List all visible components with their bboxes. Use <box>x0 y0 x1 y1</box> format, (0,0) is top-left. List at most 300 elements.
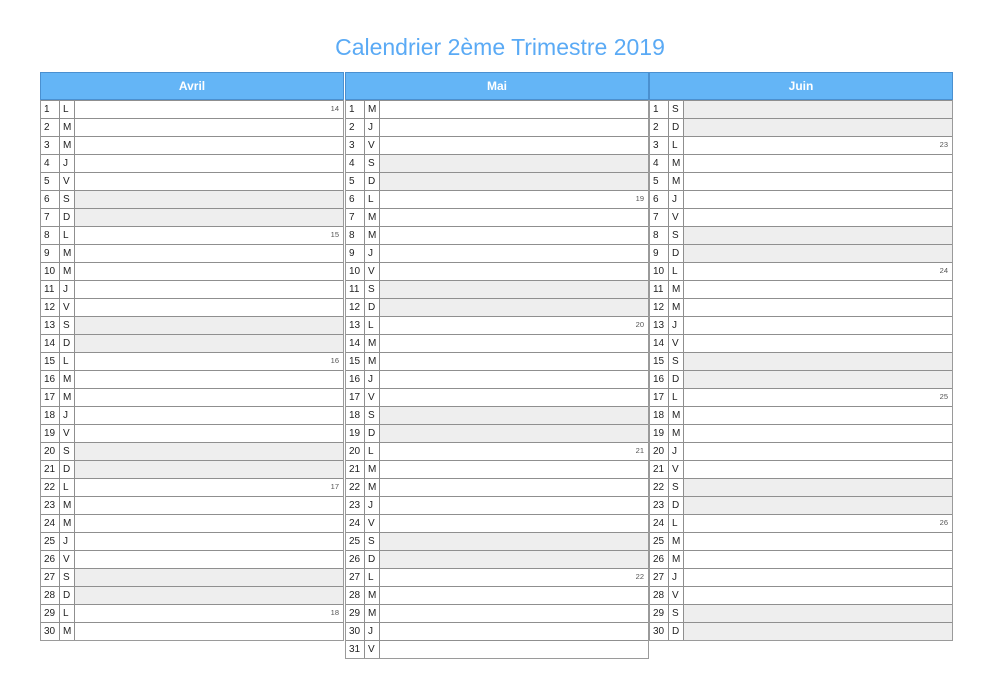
day-letter: D <box>60 209 75 226</box>
day-notes-cell[interactable] <box>380 173 648 190</box>
day-number: 13 <box>41 317 60 334</box>
day-notes-cell[interactable] <box>75 371 343 388</box>
week-number: 19 <box>635 194 644 203</box>
day-notes-cell[interactable] <box>684 227 952 244</box>
day-notes-cell[interactable] <box>684 605 952 622</box>
day-notes-cell[interactable] <box>75 299 343 316</box>
day-notes-cell[interactable] <box>684 551 952 568</box>
day-notes-cell[interactable] <box>684 389 952 406</box>
day-number: 11 <box>41 281 60 298</box>
day-row <box>346 586 648 604</box>
day-notes-cell[interactable] <box>380 353 648 370</box>
day-letter: M <box>365 605 380 622</box>
day-number: 12 <box>41 299 60 316</box>
day-notes-cell[interactable] <box>684 479 952 496</box>
day-number: 9 <box>41 245 60 262</box>
day-letter: L <box>365 569 380 586</box>
day-row <box>41 190 343 208</box>
day-row <box>41 370 343 388</box>
day-letter: M <box>365 209 380 226</box>
day-row <box>346 280 648 298</box>
day-number: 6 <box>650 191 669 208</box>
day-row <box>41 604 343 622</box>
day-notes-cell[interactable] <box>684 335 952 352</box>
day-notes-cell[interactable] <box>75 605 343 622</box>
day-letter: S <box>365 533 380 550</box>
day-letter: J <box>60 155 75 172</box>
day-notes-cell[interactable] <box>380 641 648 658</box>
day-letter: M <box>669 407 684 424</box>
day-number: 18 <box>346 407 365 424</box>
week-number: 16 <box>330 356 339 365</box>
day-notes-cell[interactable] <box>75 317 343 334</box>
day-notes-cell[interactable] <box>75 173 343 190</box>
day-letter: V <box>669 461 684 478</box>
day-notes-cell[interactable] <box>75 137 343 154</box>
day-notes-cell[interactable] <box>75 119 343 136</box>
day-notes-cell[interactable] <box>380 371 648 388</box>
month-mai <box>345 72 649 659</box>
day-number: 7 <box>650 209 669 226</box>
day-letter: V <box>60 551 75 568</box>
day-row <box>650 352 952 370</box>
day-letter: D <box>669 119 684 136</box>
day-notes-cell[interactable] <box>684 281 952 298</box>
day-row <box>650 334 952 352</box>
day-row <box>41 298 343 316</box>
day-number: 8 <box>650 227 669 244</box>
day-notes-cell[interactable] <box>380 479 648 496</box>
day-number: 26 <box>650 551 669 568</box>
day-notes-cell[interactable] <box>75 191 343 208</box>
day-number: 16 <box>41 371 60 388</box>
month-header: Mai <box>345 72 649 100</box>
day-row <box>41 622 343 640</box>
day-notes-cell[interactable] <box>380 209 648 226</box>
day-letter: S <box>60 443 75 460</box>
day-number: 11 <box>346 281 365 298</box>
day-letter: D <box>669 245 684 262</box>
day-notes-cell[interactable] <box>380 137 648 154</box>
day-letter: S <box>365 407 380 424</box>
day-row <box>41 136 343 154</box>
day-number: 23 <box>346 497 365 514</box>
day-number: 11 <box>650 281 669 298</box>
day-row <box>41 388 343 406</box>
day-notes-cell[interactable] <box>75 461 343 478</box>
day-notes-cell[interactable] <box>75 155 343 172</box>
day-row <box>346 154 648 172</box>
day-notes-cell[interactable] <box>75 353 343 370</box>
day-notes-cell[interactable] <box>684 209 952 226</box>
day-notes-cell[interactable] <box>75 569 343 586</box>
day-notes-cell[interactable] <box>75 443 343 460</box>
day-letter: S <box>60 191 75 208</box>
day-notes-cell[interactable] <box>684 623 952 640</box>
day-row <box>346 334 648 352</box>
day-number: 3 <box>650 137 669 154</box>
day-notes-cell[interactable] <box>380 443 648 460</box>
day-notes-cell[interactable] <box>75 407 343 424</box>
month-avril <box>40 72 344 641</box>
day-letter: J <box>365 497 380 514</box>
day-letter: D <box>60 335 75 352</box>
day-number: 17 <box>650 389 669 406</box>
day-row <box>346 460 648 478</box>
day-notes-cell[interactable] <box>684 245 952 262</box>
day-notes-cell[interactable] <box>75 533 343 550</box>
day-number: 17 <box>41 389 60 406</box>
day-letter: M <box>60 515 75 532</box>
month-header: Juin <box>649 72 953 100</box>
day-number: 7 <box>41 209 60 226</box>
day-row <box>650 136 952 154</box>
day-number: 17 <box>346 389 365 406</box>
day-notes-cell[interactable] <box>684 173 952 190</box>
day-number: 4 <box>346 155 365 172</box>
day-row <box>650 532 952 550</box>
day-row <box>41 316 343 334</box>
day-number: 22 <box>346 479 365 496</box>
day-number: 8 <box>346 227 365 244</box>
day-row <box>41 262 343 280</box>
day-notes-cell[interactable] <box>684 407 952 424</box>
week-number: 24 <box>939 266 948 275</box>
day-number: 15 <box>650 353 669 370</box>
day-number: 27 <box>650 569 669 586</box>
week-number: 15 <box>330 230 339 239</box>
day-row <box>346 208 648 226</box>
day-number: 19 <box>346 425 365 442</box>
day-notes-cell[interactable] <box>684 587 952 604</box>
day-number: 29 <box>346 605 365 622</box>
day-number: 24 <box>41 515 60 532</box>
day-notes-cell[interactable] <box>75 623 343 640</box>
day-letter: V <box>669 209 684 226</box>
day-letter: V <box>365 137 380 154</box>
day-notes-cell[interactable] <box>380 281 648 298</box>
day-row <box>346 604 648 622</box>
day-number: 22 <box>41 479 60 496</box>
day-notes-cell[interactable] <box>380 191 648 208</box>
day-number: 28 <box>41 587 60 604</box>
day-row <box>650 388 952 406</box>
day-row <box>41 226 343 244</box>
day-number: 26 <box>41 551 60 568</box>
day-row <box>650 460 952 478</box>
day-notes-cell[interactable] <box>684 443 952 460</box>
day-notes-cell[interactable] <box>75 551 343 568</box>
day-number: 29 <box>41 605 60 622</box>
day-letter: V <box>365 641 380 658</box>
day-notes-cell[interactable] <box>380 425 648 442</box>
day-number: 18 <box>41 407 60 424</box>
day-notes-cell[interactable] <box>380 155 648 172</box>
day-row <box>346 406 648 424</box>
day-row <box>650 514 952 532</box>
day-row <box>346 100 648 118</box>
day-notes-cell[interactable] <box>380 299 648 316</box>
day-letter: M <box>365 101 380 118</box>
day-letter: S <box>669 479 684 496</box>
day-notes-cell[interactable] <box>75 227 343 244</box>
day-row <box>650 424 952 442</box>
day-notes-cell[interactable] <box>380 263 648 280</box>
day-notes-cell[interactable] <box>380 623 648 640</box>
day-letter: M <box>60 263 75 280</box>
day-row <box>41 550 343 568</box>
day-number: 20 <box>346 443 365 460</box>
day-number: 23 <box>41 497 60 514</box>
day-row <box>346 136 648 154</box>
day-letter: J <box>365 371 380 388</box>
day-number: 21 <box>41 461 60 478</box>
day-letter: J <box>60 281 75 298</box>
day-number: 25 <box>346 533 365 550</box>
day-letter: L <box>60 101 75 118</box>
day-letter: M <box>365 587 380 604</box>
day-notes-cell[interactable] <box>684 191 952 208</box>
day-letter: J <box>60 533 75 550</box>
day-row <box>41 100 343 118</box>
day-number: 16 <box>650 371 669 388</box>
day-row <box>41 334 343 352</box>
day-letter: V <box>60 299 75 316</box>
week-number: 17 <box>330 482 339 491</box>
day-notes-cell[interactable] <box>380 227 648 244</box>
day-number: 27 <box>346 569 365 586</box>
week-number: 26 <box>939 518 948 527</box>
day-notes-cell[interactable] <box>75 335 343 352</box>
day-number: 5 <box>346 173 365 190</box>
day-letter: V <box>365 389 380 406</box>
day-row <box>346 262 648 280</box>
day-row <box>41 172 343 190</box>
day-row <box>346 640 648 658</box>
day-notes-cell[interactable] <box>380 335 648 352</box>
day-letter: J <box>669 317 684 334</box>
day-notes-cell[interactable] <box>75 497 343 514</box>
day-row <box>650 298 952 316</box>
day-notes-cell[interactable] <box>684 461 952 478</box>
day-notes-cell[interactable] <box>75 587 343 604</box>
day-notes-cell[interactable] <box>380 119 648 136</box>
day-number: 13 <box>650 317 669 334</box>
day-row <box>41 280 343 298</box>
day-row <box>650 172 952 190</box>
day-letter: V <box>669 335 684 352</box>
day-letter: M <box>669 551 684 568</box>
day-row <box>346 514 648 532</box>
day-notes-cell[interactable] <box>380 551 648 568</box>
day-row <box>41 496 343 514</box>
day-number: 1 <box>41 101 60 118</box>
day-letter: S <box>60 569 75 586</box>
day-letter: J <box>365 623 380 640</box>
day-number: 9 <box>346 245 365 262</box>
day-notes-cell[interactable] <box>75 515 343 532</box>
day-letter: S <box>365 281 380 298</box>
day-notes-cell[interactable] <box>684 317 952 334</box>
day-notes-cell[interactable] <box>684 137 952 154</box>
day-notes-cell[interactable] <box>380 515 648 532</box>
day-notes-cell[interactable] <box>684 155 952 172</box>
day-letter: S <box>669 227 684 244</box>
day-number: 5 <box>41 173 60 190</box>
day-row <box>346 352 648 370</box>
day-row <box>41 442 343 460</box>
day-number: 30 <box>650 623 669 640</box>
week-number: 21 <box>635 446 644 455</box>
day-notes-cell[interactable] <box>75 389 343 406</box>
day-notes-cell[interactable] <box>380 245 648 262</box>
day-letter: L <box>669 137 684 154</box>
day-row <box>346 316 648 334</box>
day-letter: M <box>669 425 684 442</box>
day-notes-cell[interactable] <box>684 263 952 280</box>
day-row <box>41 424 343 442</box>
day-number: 25 <box>650 533 669 550</box>
day-letter: V <box>60 173 75 190</box>
day-notes-cell[interactable] <box>75 479 343 496</box>
day-notes-cell[interactable] <box>380 587 648 604</box>
day-number: 22 <box>650 479 669 496</box>
day-notes-cell[interactable] <box>684 101 952 118</box>
day-notes-cell[interactable] <box>75 263 343 280</box>
day-number: 20 <box>650 443 669 460</box>
day-row <box>346 172 648 190</box>
day-row <box>41 208 343 226</box>
day-letter: M <box>60 623 75 640</box>
day-notes-cell[interactable] <box>684 515 952 532</box>
day-row <box>41 460 343 478</box>
day-notes-cell[interactable] <box>380 533 648 550</box>
day-row <box>41 514 343 532</box>
day-row <box>650 208 952 226</box>
day-row <box>346 118 648 136</box>
day-letter: D <box>365 299 380 316</box>
day-number: 1 <box>650 101 669 118</box>
day-row <box>346 550 648 568</box>
day-letter: L <box>669 515 684 532</box>
day-row <box>41 478 343 496</box>
day-number: 27 <box>41 569 60 586</box>
day-number: 26 <box>346 551 365 568</box>
day-number: 12 <box>650 299 669 316</box>
day-notes-cell[interactable] <box>684 533 952 550</box>
day-notes-cell[interactable] <box>75 425 343 442</box>
day-number: 30 <box>41 623 60 640</box>
day-row <box>650 118 952 136</box>
day-number: 6 <box>41 191 60 208</box>
day-notes-cell[interactable] <box>380 569 648 586</box>
day-notes-cell[interactable] <box>380 101 648 118</box>
day-number: 14 <box>650 335 669 352</box>
day-number: 31 <box>346 641 365 658</box>
week-number: 22 <box>635 572 644 581</box>
day-number: 15 <box>41 353 60 370</box>
day-notes-cell[interactable] <box>684 371 952 388</box>
day-notes-cell[interactable] <box>684 119 952 136</box>
day-notes-cell[interactable] <box>380 317 648 334</box>
day-letter: D <box>365 173 380 190</box>
day-notes-cell[interactable] <box>380 461 648 478</box>
day-number: 15 <box>346 353 365 370</box>
day-letter: M <box>60 245 75 262</box>
day-letter: L <box>60 605 75 622</box>
day-number: 28 <box>650 587 669 604</box>
day-letter: J <box>669 443 684 460</box>
day-notes-cell[interactable] <box>380 605 648 622</box>
month-header: Avril <box>40 72 344 100</box>
day-number: 4 <box>650 155 669 172</box>
day-notes-cell[interactable] <box>684 353 952 370</box>
day-row <box>41 532 343 550</box>
day-number: 18 <box>650 407 669 424</box>
day-letter: J <box>365 119 380 136</box>
day-notes-cell[interactable] <box>684 299 952 316</box>
day-notes-cell[interactable] <box>75 245 343 262</box>
day-letter: S <box>669 101 684 118</box>
day-letter: V <box>365 515 380 532</box>
day-number: 24 <box>650 515 669 532</box>
day-number: 16 <box>346 371 365 388</box>
day-row <box>346 370 648 388</box>
day-number: 19 <box>41 425 60 442</box>
day-letter: D <box>60 461 75 478</box>
day-letter: J <box>669 191 684 208</box>
day-letter: S <box>60 317 75 334</box>
day-notes-cell[interactable] <box>380 497 648 514</box>
day-letter: S <box>669 605 684 622</box>
day-number: 10 <box>650 263 669 280</box>
day-row <box>41 118 343 136</box>
day-notes-cell[interactable] <box>380 407 648 424</box>
day-notes-cell[interactable] <box>684 425 952 442</box>
day-row <box>346 190 648 208</box>
day-letter: M <box>60 119 75 136</box>
day-row <box>650 406 952 424</box>
day-letter: V <box>60 425 75 442</box>
day-number: 30 <box>346 623 365 640</box>
day-row <box>650 442 952 460</box>
day-row <box>346 622 648 640</box>
day-letter: S <box>669 353 684 370</box>
day-letter: M <box>60 497 75 514</box>
day-notes-cell[interactable] <box>75 209 343 226</box>
day-notes-cell[interactable] <box>684 569 952 586</box>
day-number: 6 <box>346 191 365 208</box>
day-letter: V <box>669 587 684 604</box>
day-number: 10 <box>41 263 60 280</box>
day-row <box>650 280 952 298</box>
day-letter: L <box>669 389 684 406</box>
day-notes-cell[interactable] <box>75 101 343 118</box>
day-letter: M <box>669 281 684 298</box>
day-letter: V <box>365 263 380 280</box>
day-letter: M <box>365 353 380 370</box>
day-row <box>346 298 648 316</box>
day-letter: L <box>60 353 75 370</box>
day-number: 29 <box>650 605 669 622</box>
day-letter: J <box>365 245 380 262</box>
day-row <box>650 262 952 280</box>
day-notes-cell[interactable] <box>380 389 648 406</box>
day-notes-cell[interactable] <box>684 497 952 514</box>
day-number: 28 <box>346 587 365 604</box>
day-notes-cell[interactable] <box>75 281 343 298</box>
week-number: 25 <box>939 392 948 401</box>
